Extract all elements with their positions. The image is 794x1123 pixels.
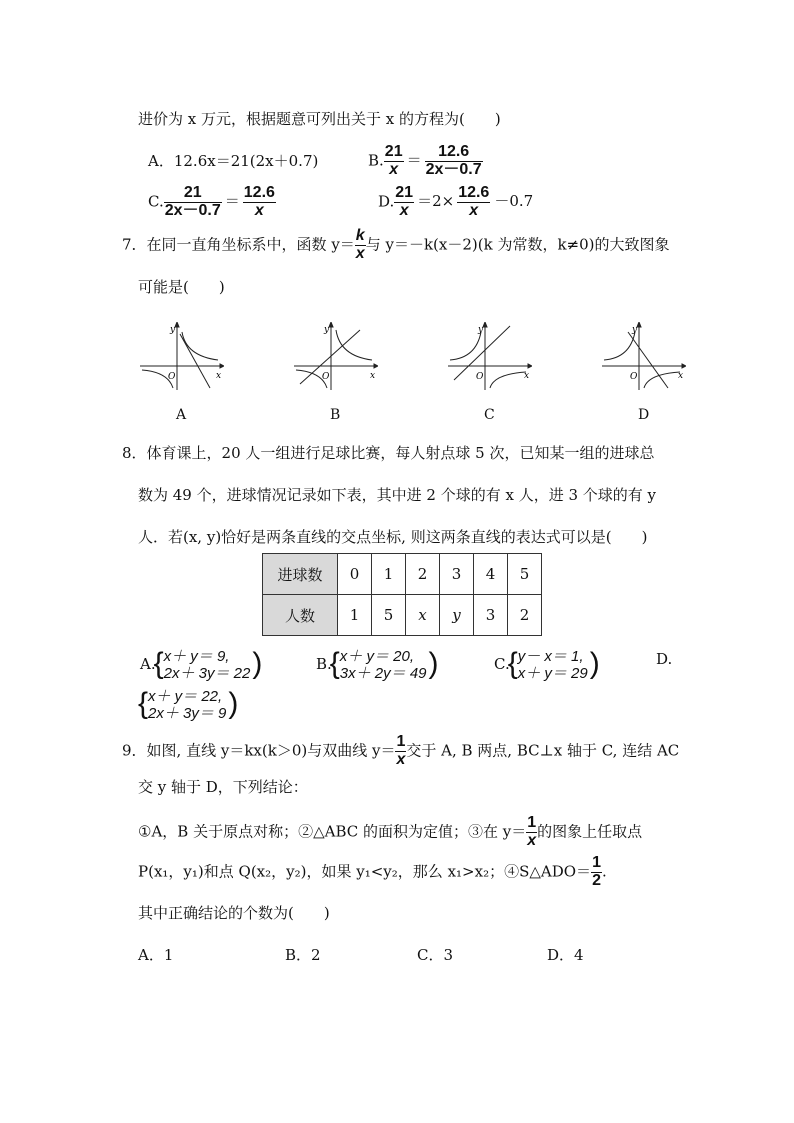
axis-x-label: x <box>524 371 530 381</box>
x-axis-arrow-icon <box>220 364 224 368</box>
q8-line1 <box>122 442 655 463</box>
axis-x-label: x <box>678 371 684 381</box>
q8-option-a <box>140 647 263 682</box>
frac-denominator: x <box>399 201 409 219</box>
q6-option-b-label: B. <box>368 151 384 170</box>
frac-denominator: x <box>389 160 399 178</box>
q6-b-frac-left <box>384 144 404 179</box>
q6-c-frac-left <box>164 185 222 220</box>
q7-frac <box>355 228 366 263</box>
q6-b-frac-right <box>425 144 483 179</box>
hyperbola-branch <box>490 372 526 388</box>
equation-2: x＋ y＝ 29 <box>517 665 588 682</box>
equation-1: x＋ y＝ 9, <box>163 648 230 665</box>
q6-option-c <box>148 185 276 220</box>
frac-denominator: 2x－0.7 <box>425 160 482 178</box>
q7-graph-d-label: D <box>638 407 650 423</box>
hyperbola-branch <box>336 330 372 360</box>
frac-numerator: 12.6 <box>425 144 483 162</box>
q9-line3 <box>138 815 642 850</box>
table-cell: y <box>440 595 474 636</box>
table-cell: 5 <box>372 595 406 636</box>
q6-option-d <box>378 185 533 220</box>
q6-option-c-label: C. <box>148 192 164 211</box>
q9-line4 <box>138 855 607 890</box>
table-header-cell: 进球数 <box>263 554 338 595</box>
x-axis-arrow-icon <box>528 364 532 368</box>
axis-x-label: x <box>216 371 222 381</box>
frac-denominator: x <box>527 831 537 849</box>
origin-label: O <box>476 372 484 382</box>
q9-line4-a: P(x₁，y₁)和点 Q(x₂，y₂)，如果 y₁<y₂，那么 x₁>x₂；④S△ADO＝ <box>138 862 592 881</box>
q7-line2: 可能是( ) <box>138 278 225 296</box>
equation-1: x＋ y＝ 22, <box>148 688 223 705</box>
q6-option-d-label: D. <box>378 192 395 211</box>
frac-numerator: 12.6 <box>458 184 490 201</box>
frac-denominator: x <box>254 201 264 219</box>
q8-option-c-system: { y－ x＝ 1, x＋ y＝ 29 ) <box>507 647 600 682</box>
x-axis-arrow-icon <box>682 364 686 368</box>
q8-option-b <box>316 648 437 682</box>
q9-line1-b: 交于 A, B 两点, BC⊥x 轴于 C, 连结 AC <box>406 741 680 760</box>
q8-option-b-system: { x＋ y＝ 20, 3x＋ 2y＝ 49 ) <box>329 647 439 682</box>
equation-1: y－ x＝ 1, <box>517 648 584 665</box>
table-cell: 3 <box>474 595 508 636</box>
q7-graph-c <box>448 322 532 390</box>
q8-option-d <box>138 687 239 722</box>
q9-option-d: D．4 <box>547 946 584 964</box>
hyperbola-branch <box>604 332 635 360</box>
q8-line1-text: 体育课上，20 人一组进行足球比赛，每人射点球 5 次，已知某一组的进球总 <box>146 444 655 462</box>
q8-option-c <box>494 648 598 682</box>
q7-graph-b-label: B <box>330 407 341 423</box>
q7-graph-a-label: A <box>176 407 187 423</box>
frac-numerator: 12.6 <box>243 184 275 201</box>
axis-y-label: y <box>478 325 484 335</box>
q8-option-b-label: B. <box>316 655 332 673</box>
table-cell: 4 <box>474 554 508 595</box>
q9-frac-1 <box>395 734 406 769</box>
q6-d-tail: －0.7 <box>494 192 534 211</box>
y-axis-arrow-icon <box>329 322 333 327</box>
q6-option-a: A．12.6x＝21(2x＋0.7) <box>148 152 319 170</box>
table-cell: 3 <box>440 554 474 595</box>
q9-line5: 其中正确结论的个数为( ) <box>138 904 330 922</box>
q9-line4-b: . <box>601 862 607 881</box>
q8-option-d-system: { x＋ y＝ 22, 2x＋ 3y＝ 9 ) <box>138 687 239 722</box>
equation-2: 2x＋ 3y＝ 9 <box>148 705 227 722</box>
q8-score-table <box>262 553 542 636</box>
frac-denominator: 2x－0.7 <box>164 201 221 219</box>
frac-denominator: x <box>469 201 479 219</box>
y-axis-arrow-icon <box>483 322 487 327</box>
origin-label: O <box>168 372 176 382</box>
frac-numerator: 1 <box>396 733 406 750</box>
y-axis-arrow-icon <box>175 322 179 327</box>
q9-option-a: A．1 <box>138 946 174 964</box>
q7-text-a: 在同一直角坐标系中，函数 y＝ <box>146 235 355 254</box>
frac-numerator: 21 <box>384 143 403 160</box>
table-cell: 0 <box>338 554 372 595</box>
q7-line1 <box>122 228 670 263</box>
q8-option-a-system: { x＋ y＝ 9, 2x＋ 3y＝ 22 ) <box>153 647 263 682</box>
q6-d-frac-left <box>394 185 414 220</box>
q7-graph-a <box>140 322 224 390</box>
q7-graph-c-label: C <box>484 407 495 423</box>
straight-line <box>300 330 360 384</box>
q6-c-eq: ＝ <box>224 192 240 211</box>
equation-1: x＋ y＝ 20, <box>339 648 414 665</box>
hyperbola-branch <box>450 332 481 360</box>
q9-line1-a: 如图, 直线 y＝kx(k＞0)与双曲线 y＝ <box>146 741 396 760</box>
frac-numerator: 21 <box>395 184 414 201</box>
y-axis-arrow-icon <box>637 322 641 327</box>
q9-line3-b: 的图象上任取点 <box>537 822 643 841</box>
q9-frac-2 <box>526 815 537 850</box>
q9-option-b: B．2 <box>285 946 321 964</box>
q9-line1 <box>122 734 679 769</box>
q7-graph-d <box>602 322 686 390</box>
axis-y-label: y <box>632 325 638 335</box>
q9-option-c: C．3 <box>417 946 454 964</box>
table-cell: 5 <box>508 554 542 595</box>
table-cell: 2 <box>508 595 542 636</box>
table-row <box>263 554 542 595</box>
q6-c-frac-right <box>243 185 276 220</box>
frac-numerator: k <box>355 227 365 244</box>
origin-label: O <box>630 372 638 382</box>
equation-2: 3x＋ 2y＝ 49 <box>339 665 427 682</box>
q9-frac-3 <box>591 855 602 890</box>
table-cell: x <box>406 595 440 636</box>
q8-option-a-label: A. <box>140 655 156 673</box>
axis-x-label: x <box>370 371 376 381</box>
q6-d-frac-right <box>457 185 490 220</box>
x-axis-arrow-icon <box>374 364 378 368</box>
q6-b-eq: ＝ <box>406 151 422 170</box>
table-cell: 1 <box>372 554 406 595</box>
q8-option-d-label: D. <box>656 650 673 668</box>
table-header-cell: 人数 <box>263 595 338 636</box>
straight-line <box>180 334 210 388</box>
frac-denominator: 2 <box>592 871 601 889</box>
q8-line3: 人．若(x, y)恰好是两条直线的交点坐标, 则这两条直线的表达式可以是( ) <box>138 528 648 546</box>
frac-numerator: 1 <box>527 814 537 831</box>
axis-y-label: y <box>170 325 176 335</box>
q9-line3-a: ①A，B 关于原点对称；②△ABC 的面积为定值；③在 y＝ <box>138 822 527 841</box>
q8-line2: 数为 49 个，进球情况记录如下表，其中进 2 个球的有 x 人，进 3 个球的有 y <box>138 486 657 504</box>
q9-number: 9． <box>122 741 147 760</box>
table-cell: 2 <box>406 554 440 595</box>
table-cell: 1 <box>338 595 372 636</box>
q6-option-b <box>368 144 483 179</box>
q8-option-c-label: C. <box>494 655 510 673</box>
equation-2: 2x＋ 3y＝ 22 <box>163 665 251 682</box>
q8-number: 8． <box>122 444 147 462</box>
frac-numerator: 21 <box>164 185 222 203</box>
axis-y-label: y <box>324 325 330 335</box>
hyperbola-branch <box>182 332 218 360</box>
q6-d-eq: ＝2× <box>417 192 455 211</box>
table-row <box>263 595 542 636</box>
q6-stem-tail: 进价为 x 万元，根据题意可列出关于 x 的方程为( ) <box>138 110 501 128</box>
frac-denominator: x <box>355 244 365 262</box>
q7-text-b: 与 y＝－k(x－2)(k 为常数，k≠0)的大致图象 <box>365 235 670 254</box>
q7-number: 7． <box>122 235 147 254</box>
origin-label: O <box>322 372 330 382</box>
frac-denominator: x <box>396 750 406 768</box>
q7-graph-b <box>294 322 378 390</box>
frac-numerator: 1 <box>592 854 601 871</box>
q9-line2: 交 y 轴于 D，下列结论： <box>138 778 308 796</box>
